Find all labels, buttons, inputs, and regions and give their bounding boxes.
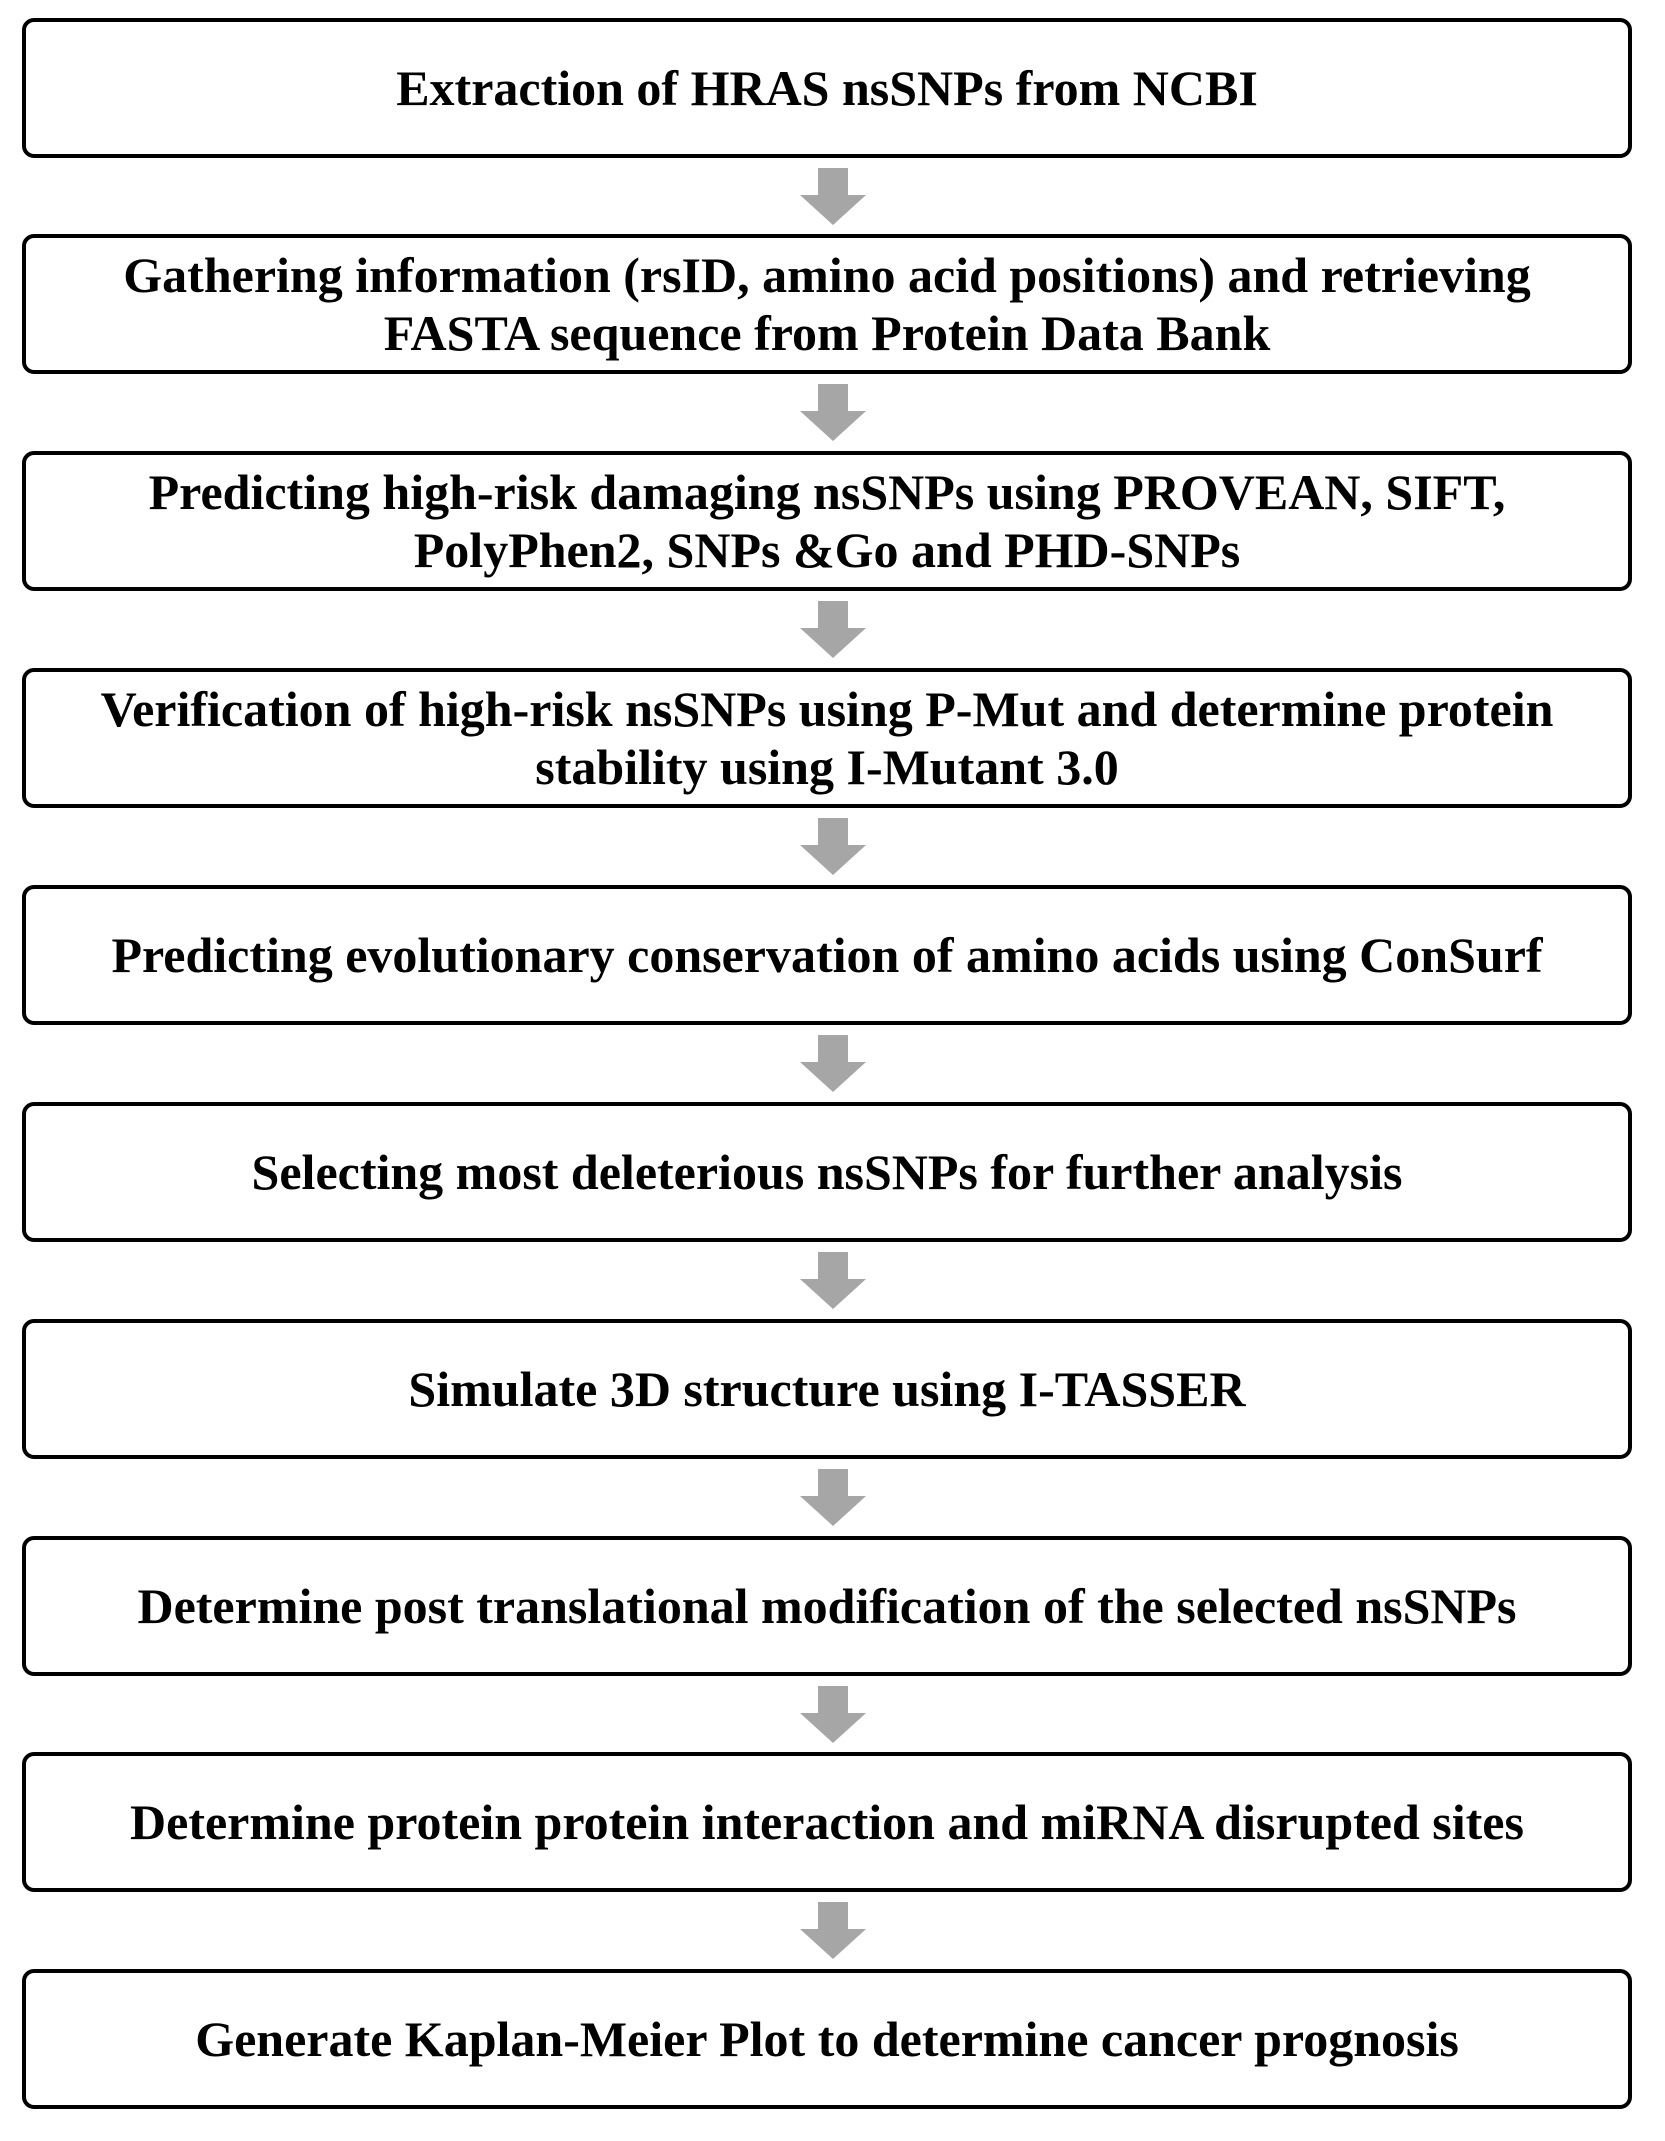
step-4-label: Verification of high-risk nsSNPs using P-Mut and determine protein stability using I-Mutant 3.0 <box>100 681 1554 795</box>
step-3-label: Predicting high-risk damaging nsSNPs using PROVEAN, SIFT, PolyPhen2, SNPs &Go and PHD-SNPs <box>148 464 1506 578</box>
step-1-label: Extraction of HRAS nsSNPs from NCBI <box>396 60 1258 116</box>
step-10-label: Generate Kaplan-Meier Plot to determine cancer prognosis <box>195 2011 1459 2067</box>
arrow-down-icon <box>800 818 866 875</box>
step-5-conservation-box <box>22 885 1632 1025</box>
step-3-predicting-damaging-box <box>22 451 1632 591</box>
step-8-label: Determine post translational modification of the selected nsSNPs <box>137 1578 1517 1634</box>
arrow-down-icon <box>800 168 866 225</box>
step-4-verification-box <box>22 668 1632 808</box>
arrow-down-icon <box>800 1252 866 1309</box>
step-9-label: Determine protein protein interaction and miRNA disrupted sites <box>130 1794 1524 1850</box>
arrow-down-icon <box>800 601 866 658</box>
step-8-post-translational-box <box>22 1536 1632 1676</box>
step-2-label: Gathering information (rsID, amino acid positions) and retrieving FASTA sequence from Protein Data Bank <box>123 247 1531 361</box>
step-2-gathering-info-box <box>22 234 1632 374</box>
step-6-label: Selecting most deleterious nsSNPs for further analysis <box>251 1144 1403 1200</box>
step-7-simulate-3d-box <box>22 1319 1632 1459</box>
arrow-down-icon <box>800 1035 866 1092</box>
step-1-extraction-box <box>22 18 1632 158</box>
arrow-down-icon <box>800 384 866 441</box>
step-6-selecting-box <box>22 1102 1632 1242</box>
arrow-down-icon <box>800 1469 866 1526</box>
arrow-down-icon <box>800 1902 866 1959</box>
arrow-down-icon <box>800 1686 866 1743</box>
step-10-kaplan-meier-box <box>22 1969 1632 2109</box>
step-9-interaction-box <box>22 1752 1632 1892</box>
step-7-label: Simulate 3D structure using I-TASSER <box>408 1361 1246 1417</box>
step-5-label: Predicting evolutionary conservation of amino acids using ConSurf <box>111 927 1543 983</box>
